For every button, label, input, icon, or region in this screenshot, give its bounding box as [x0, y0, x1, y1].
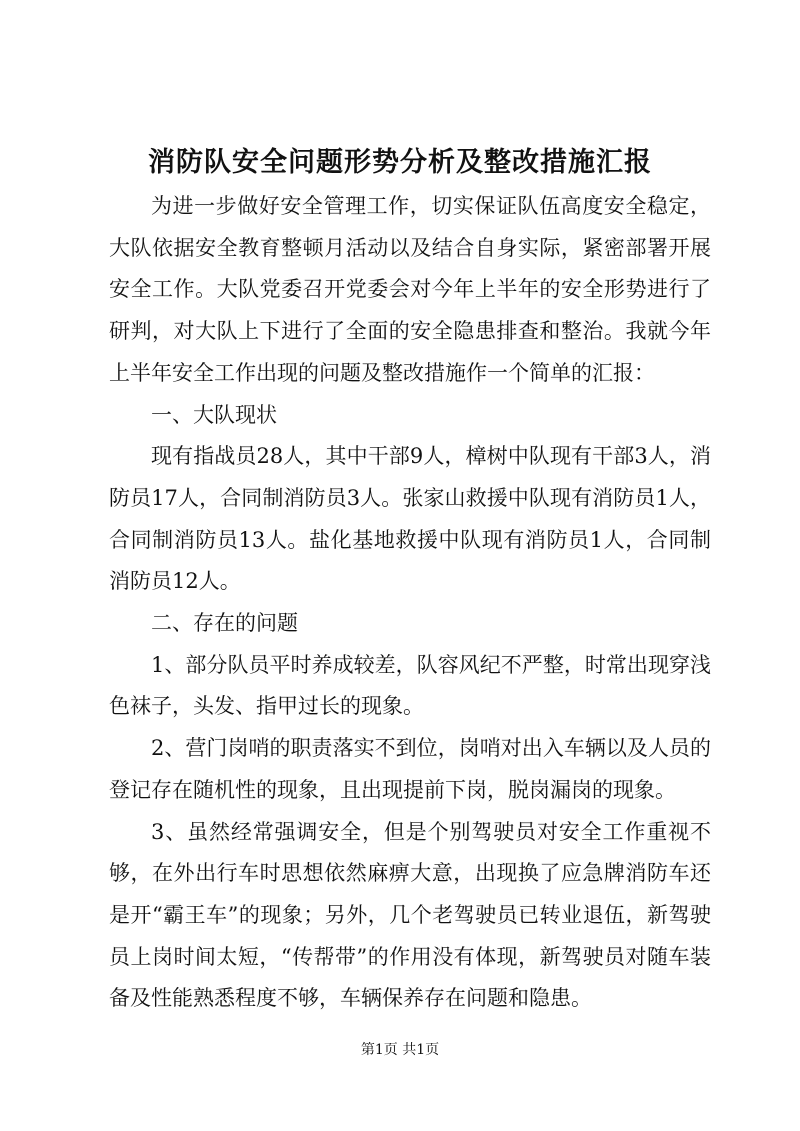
paragraph-problem-2: 2、营门岗哨的职责落实不到位，岗哨对出入车辆以及人员的登记存在随机性的现象，且出现提前下岗，脱岗漏岗的现象。: [109, 736, 711, 802]
paragraph-problem-3: 3、虽然经常强调安全，但是个别驾驶员对安全工作重视不够，在外出行车时思想依然麻痹大意，出现换了应急牌消防车还是开“霸王车”的现象；另外，几个老驾驶员已转业退伍，新驾驶员上岗时间太短，“传帮带”的作用没有体现，新驾驶员对随车装备及性能熟悉程度不够，车辆保养存在问题和隐患。: [109, 819, 711, 1011]
paragraph-intro: 为进一步做好安全管理工作，切实保证队伍高度安全稳定，大队依据安全教育整顿月活动以及结合自身实际，紧密部署开展安全工作。大队党委召开党委会对今年上半年的安全形势进行了研判，对大队上下进行了全面的安全隐患排查和整治。我就今年上半年安全工作出现的问题及整改措施作一个简单的汇报：: [109, 194, 711, 385]
document-title: 消防队安全问题形势分析及整改措施汇报: [148, 147, 652, 178]
document-body: [109, 186, 711, 1020]
paragraph-problem-1: 1、部分队员平时养成较差，队容风纪不严整，时常出现穿浅色袜子，头发、指甲过长的现象。: [109, 652, 711, 719]
paragraph-status: 现有指战员28人，其中干部9人，樟树中队现有干部3人，消防员17人，合同制消防员3人。张家山救援中队现有消防员1人，合同制消防员13人。盐化基地救援中队现有消防员1人，合同制消防员12人。: [109, 444, 711, 594]
section-heading-status: 一、大队现状: [151, 402, 277, 427]
section-heading-problems: 二、存在的问题: [151, 611, 298, 636]
page-footer: 第1页 共1页: [360, 1042, 440, 1058]
